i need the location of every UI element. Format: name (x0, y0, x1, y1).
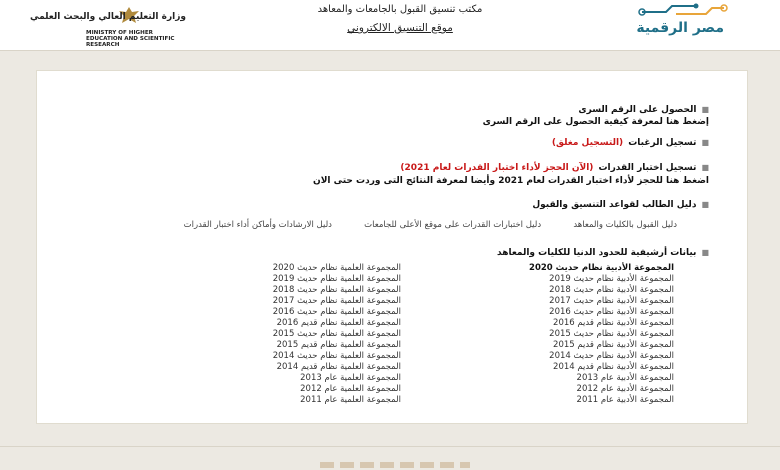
brand-name: مصر الرقمية (636, 20, 724, 36)
archive-link[interactable]: المجموعة الأدبية نظام قديم 2014 (553, 362, 674, 372)
ministry-name-ar: وزارة التعليم العالي والبحث العلمي (29, 12, 186, 22)
archive-link[interactable]: المجموعة العلمية نظام حديث 2017 (272, 296, 401, 306)
archive-link[interactable]: المجموعة العلمية نظام حديث 2015 (272, 329, 401, 339)
square-bullet-icon: ■ (701, 248, 709, 257)
archive-link[interactable]: المجموعة العلمية نظام حديث 2019 (272, 274, 401, 284)
archive-link[interactable]: المجموعة العلمية نظام حديث 2016 (272, 307, 401, 317)
scientific-archive-list (273, 263, 401, 406)
office-name: مكتب تنسيق القبول بالجامعات والمعاهد (317, 4, 483, 15)
circuit-icon (636, 0, 728, 22)
archive-link[interactable]: المجموعة الأدبية نظام حديث 2016 (549, 307, 674, 317)
archive-link[interactable]: المجموعة الأدبية عام 2012 (576, 384, 674, 394)
square-bullet-icon: ■ (701, 200, 709, 209)
secret-number-link[interactable]: إضغط هنا لمعرفة كيفية الحصول على الرقم السرى (482, 117, 709, 127)
archive-link[interactable]: المجموعة العلمية نظام حديث 2014 (272, 351, 401, 361)
archive-link[interactable]: المجموعة الأدبية نظام قديم 2016 (553, 318, 674, 328)
guide-links (184, 212, 677, 231)
archive-link[interactable]: المجموعة العلمية نظام قديم 2015 (276, 340, 401, 350)
instructions-guide-link[interactable]: دليل الارشادات وأماكن أداء اختبار القدرات (183, 220, 332, 230)
square-bullet-icon: ■ (701, 138, 709, 147)
archive-link[interactable]: المجموعة العلمية نظام قديم 2014 (276, 362, 401, 372)
guide-heading: ■دليل الطالب لقواعد التنسيق والقبول (532, 200, 709, 210)
digital-egypt-logo[interactable] (636, 0, 728, 46)
aptitude-link[interactable]: اضغط هنا للحجز لأداء اختبار القدرات لعام 2021 وأيضا لمعرفة النتائج التى وردت حتى الان (313, 176, 709, 186)
archive-link[interactable]: المجموعة العلمية عام 2012 (300, 384, 401, 394)
archive-link[interactable]: المجموعة الأدبية عام 2013 (576, 373, 674, 383)
site-link[interactable]: موقع التنسيق الالكتروني (347, 22, 453, 34)
archive-link[interactable]: المجموعة الأدبية نظام حديث 2017 (549, 296, 674, 306)
archive-link[interactable]: المجموعة الأدبية نظام حديث 2020 (529, 263, 674, 273)
archive-link[interactable]: المجموعة العلمية عام 2011 (300, 395, 401, 405)
footer-divider (0, 446, 780, 447)
archive-link[interactable]: المجموعة الأدبية عام 2011 (576, 395, 674, 405)
archive-link[interactable]: المجموعة العلمية عام 2013 (300, 373, 401, 383)
archive-link[interactable]: المجموعة العلمية نظام حديث 2020 (272, 263, 401, 273)
archive-heading: ■بيانات أرشيفية للحدود الدنيا للكليات والمعاهد (497, 248, 709, 258)
aptitude-status: (الآن الحجز لأداء اختبار القدرات لعام 2021) (400, 163, 594, 173)
archive-link[interactable]: المجموعة العلمية نظام قديم 2016 (276, 318, 401, 328)
ministry-name-en: MINISTRY OF HIGHER EDUCATION AND SCIENTIFIC RESEARCH (86, 30, 175, 48)
aptitude-heading: ■تسجيل اختبار القدرات (الآن الحجز لأداء اختبار القدرات لعام 2021) (400, 163, 709, 173)
square-bullet-icon: ■ (701, 105, 709, 114)
footer-links-partial (320, 462, 470, 468)
aptitude-guide-link[interactable]: دليل اختبارات القدرات على موقع الأعلى للجامعات (364, 220, 542, 230)
ministry-logo[interactable] (29, 0, 186, 48)
content-panel (36, 70, 748, 424)
top-header (0, 0, 780, 51)
archive-link[interactable]: المجموعة الأدبية نظام حديث 2018 (549, 285, 674, 295)
archive-link[interactable]: المجموعة الأدبية نظام حديث 2014 (549, 351, 674, 361)
archive-link[interactable]: المجموعة الأدبية نظام حديث 2019 (549, 274, 674, 284)
archive-link[interactable]: المجموعة العلمية نظام حديث 2018 (272, 285, 401, 295)
desires-heading: ■تسجيل الرغبات (التسجيل مغلق) (551, 138, 709, 148)
secret-number-heading: ■الحصول على الرقم السرى (578, 105, 709, 115)
archive-link[interactable]: المجموعة الأدبية نظام قديم 2015 (553, 340, 674, 350)
archive-link[interactable]: المجموعة الأدبية نظام حديث 2015 (549, 329, 674, 339)
literary-archive-list (529, 263, 674, 406)
admission-guide-link[interactable]: دليل القبول بالكليات والمعاهد (573, 220, 677, 230)
square-bullet-icon: ■ (701, 163, 709, 172)
desires-status: (التسجيل مغلق) (551, 138, 624, 148)
